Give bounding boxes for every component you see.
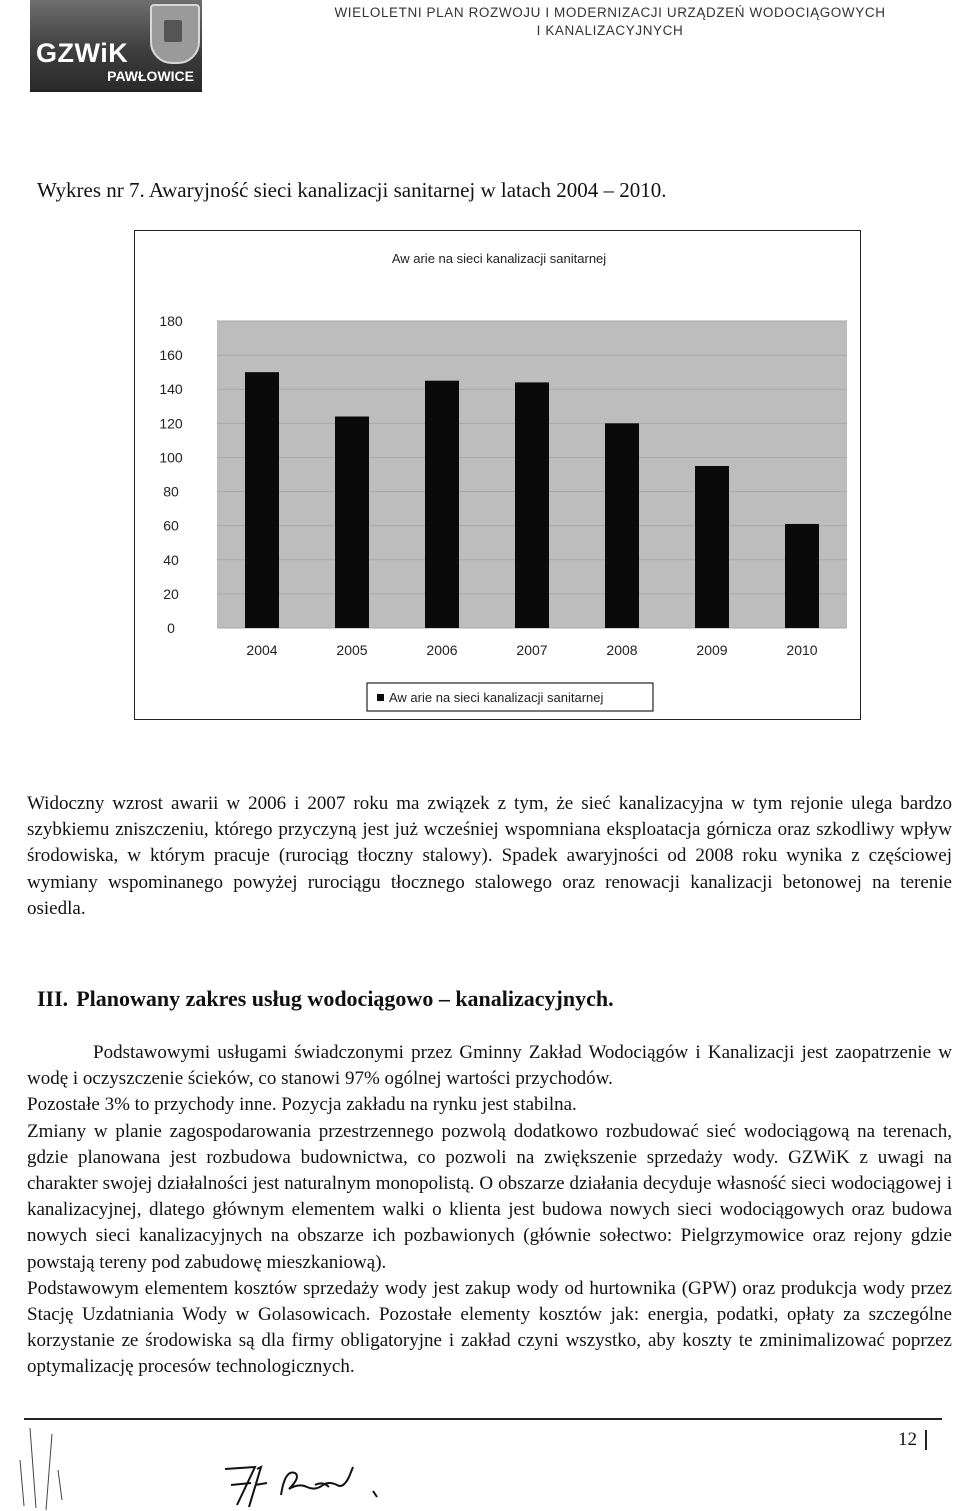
coat-of-arms-icon: [150, 4, 200, 64]
footer-rule: [24, 1418, 942, 1420]
chart-bar: [695, 466, 729, 628]
y-tick-label: 180: [159, 313, 183, 329]
x-tick-label: 2004: [246, 642, 278, 658]
chart-bar: [245, 372, 279, 628]
y-tick-label: 60: [163, 517, 179, 534]
intro-paragraph: Widoczny wzrost awarii w 2006 i 2007 roku ma związek z tym, że sieć kanalizacyjna w tym rejonie ulega bardzo szybkiemu zniszczeniu, którego przyczyną jest już wcześniej wspomniana eksploatacja górnicza oraz szkodliwy wpływ środowiska, w którym pracuje (rurociąg tłoczny stalowy). Spadek awaryjności od 2008 roku wynika z częściowej wymiany wspominanego powyżej rurociągu tłocznego stalowego oraz renowacji kanalizacji betonowej na terenie osiedla.: [27, 793, 952, 919]
chart-bar: [425, 381, 459, 628]
chart-frame: [134, 230, 861, 720]
x-tick-label: 2008: [606, 642, 638, 658]
x-tick-label: 2006: [426, 642, 458, 658]
chart-title: Aw arie na sieci kanalizacji sanitarnej: [391, 251, 607, 266]
logo-town: PAWŁOWICE: [107, 68, 194, 84]
handwritten-signature: [215, 1455, 395, 1511]
x-tick-label: 2009: [696, 642, 728, 658]
y-tick-label: 160: [159, 347, 183, 364]
header-title-line1: WIELOLETNI PLAN ROZWOJU I MODERNIZACJI URZĄDZEŃ WODOCIĄGOWYCH: [334, 5, 886, 20]
paragraph: Pozostałe 3% to przychody inne. Pozycja zakładu na rynku jest stabilna.: [27, 1094, 577, 1116]
section-number: III.: [37, 986, 69, 1011]
document-header: [300, 4, 920, 40]
paragraph: Podstawowymi usługami świadczonymi przez Gminny Zakład Wodociągów i Kanalizacji jest zaopatrzenie w wodę i oczyszczenie ścieków, co stanowi 97% ogólnej wartości przychodów.: [27, 1042, 952, 1090]
margin-scan-marks: [0, 1420, 70, 1511]
chart-bar: [785, 524, 819, 628]
section-body: [27, 1040, 952, 1381]
chart-bar: [605, 423, 639, 628]
page-number: 12: [898, 1430, 927, 1450]
figure-caption: Wykres nr 7. Awaryjność sieci kanalizacji sanitarnej w latach 2004 – 2010.: [37, 178, 667, 202]
y-tick-label: 120: [159, 415, 183, 432]
section-title: Planowany zakres usług wodociągowo – kanalizacyjnych.: [76, 986, 614, 1011]
bar-chart: [135, 231, 862, 721]
y-tick-label: 140: [159, 381, 183, 398]
legend-label: Aw arie na sieci kanalizacji sanitarnej: [389, 690, 604, 705]
x-tick-label: 2005: [336, 642, 368, 658]
paragraph: Zmiany w planie zagospodarowania przestrzennego pozwolą dodatkowo rozbudować sieć wodociągową na terenach, gdzie planowana jest rozbudowa budownictwa, co pozwoli na zwiększenie sprzedaży wody. GZWiK z uwagi na charakter swojej działalności jest naturalnym monopolistą. O obszarze działania decyduje własność sieci wodociągowej i kanalizacyjnej, dlatego głównym elementem walki o klienta jest budowa nowych sieci wodociągowych oraz budowa nowych sieci kanalizacyjnych na obszarze ich pozbawionych (głównie sołectwo: Pielgrzymowice oraz rejony gdzie powstają tereny pod zabudowę mieszkaniową).: [27, 1120, 952, 1273]
y-tick-label: 100: [159, 449, 183, 466]
header-title-line2: I KANALIZACYJNYCH: [536, 23, 684, 38]
y-tick-label: 0: [167, 620, 175, 636]
chart-bar: [335, 417, 369, 628]
legend-swatch: [377, 694, 384, 701]
x-tick-label: 2010: [786, 642, 818, 658]
company-logo: [30, 0, 202, 92]
section-heading: [37, 986, 614, 1012]
y-tick-label: 80: [163, 483, 179, 500]
paragraph: Podstawowym elementem kosztów sprzedaży wody jest zakup wody od hurtownika (GPW) oraz produkcja wody przez Stację Uzdatniania Wody w Golasowicach. Pozostałe elementy kosztów jak: energia, podatki, opłaty za szczególne korzystanie ze środowiska są dla firmy obligatoryjne i zakład czyni wszystko, aby koszty te zminimalizować poprzez optymalizację procesów technologicznych.: [27, 1277, 952, 1378]
y-tick-label: 20: [163, 585, 179, 602]
x-tick-label: 2007: [516, 642, 548, 658]
y-tick-label: 40: [163, 551, 179, 568]
logo-name: GZWiK: [36, 38, 129, 68]
chart-bar: [515, 382, 549, 628]
